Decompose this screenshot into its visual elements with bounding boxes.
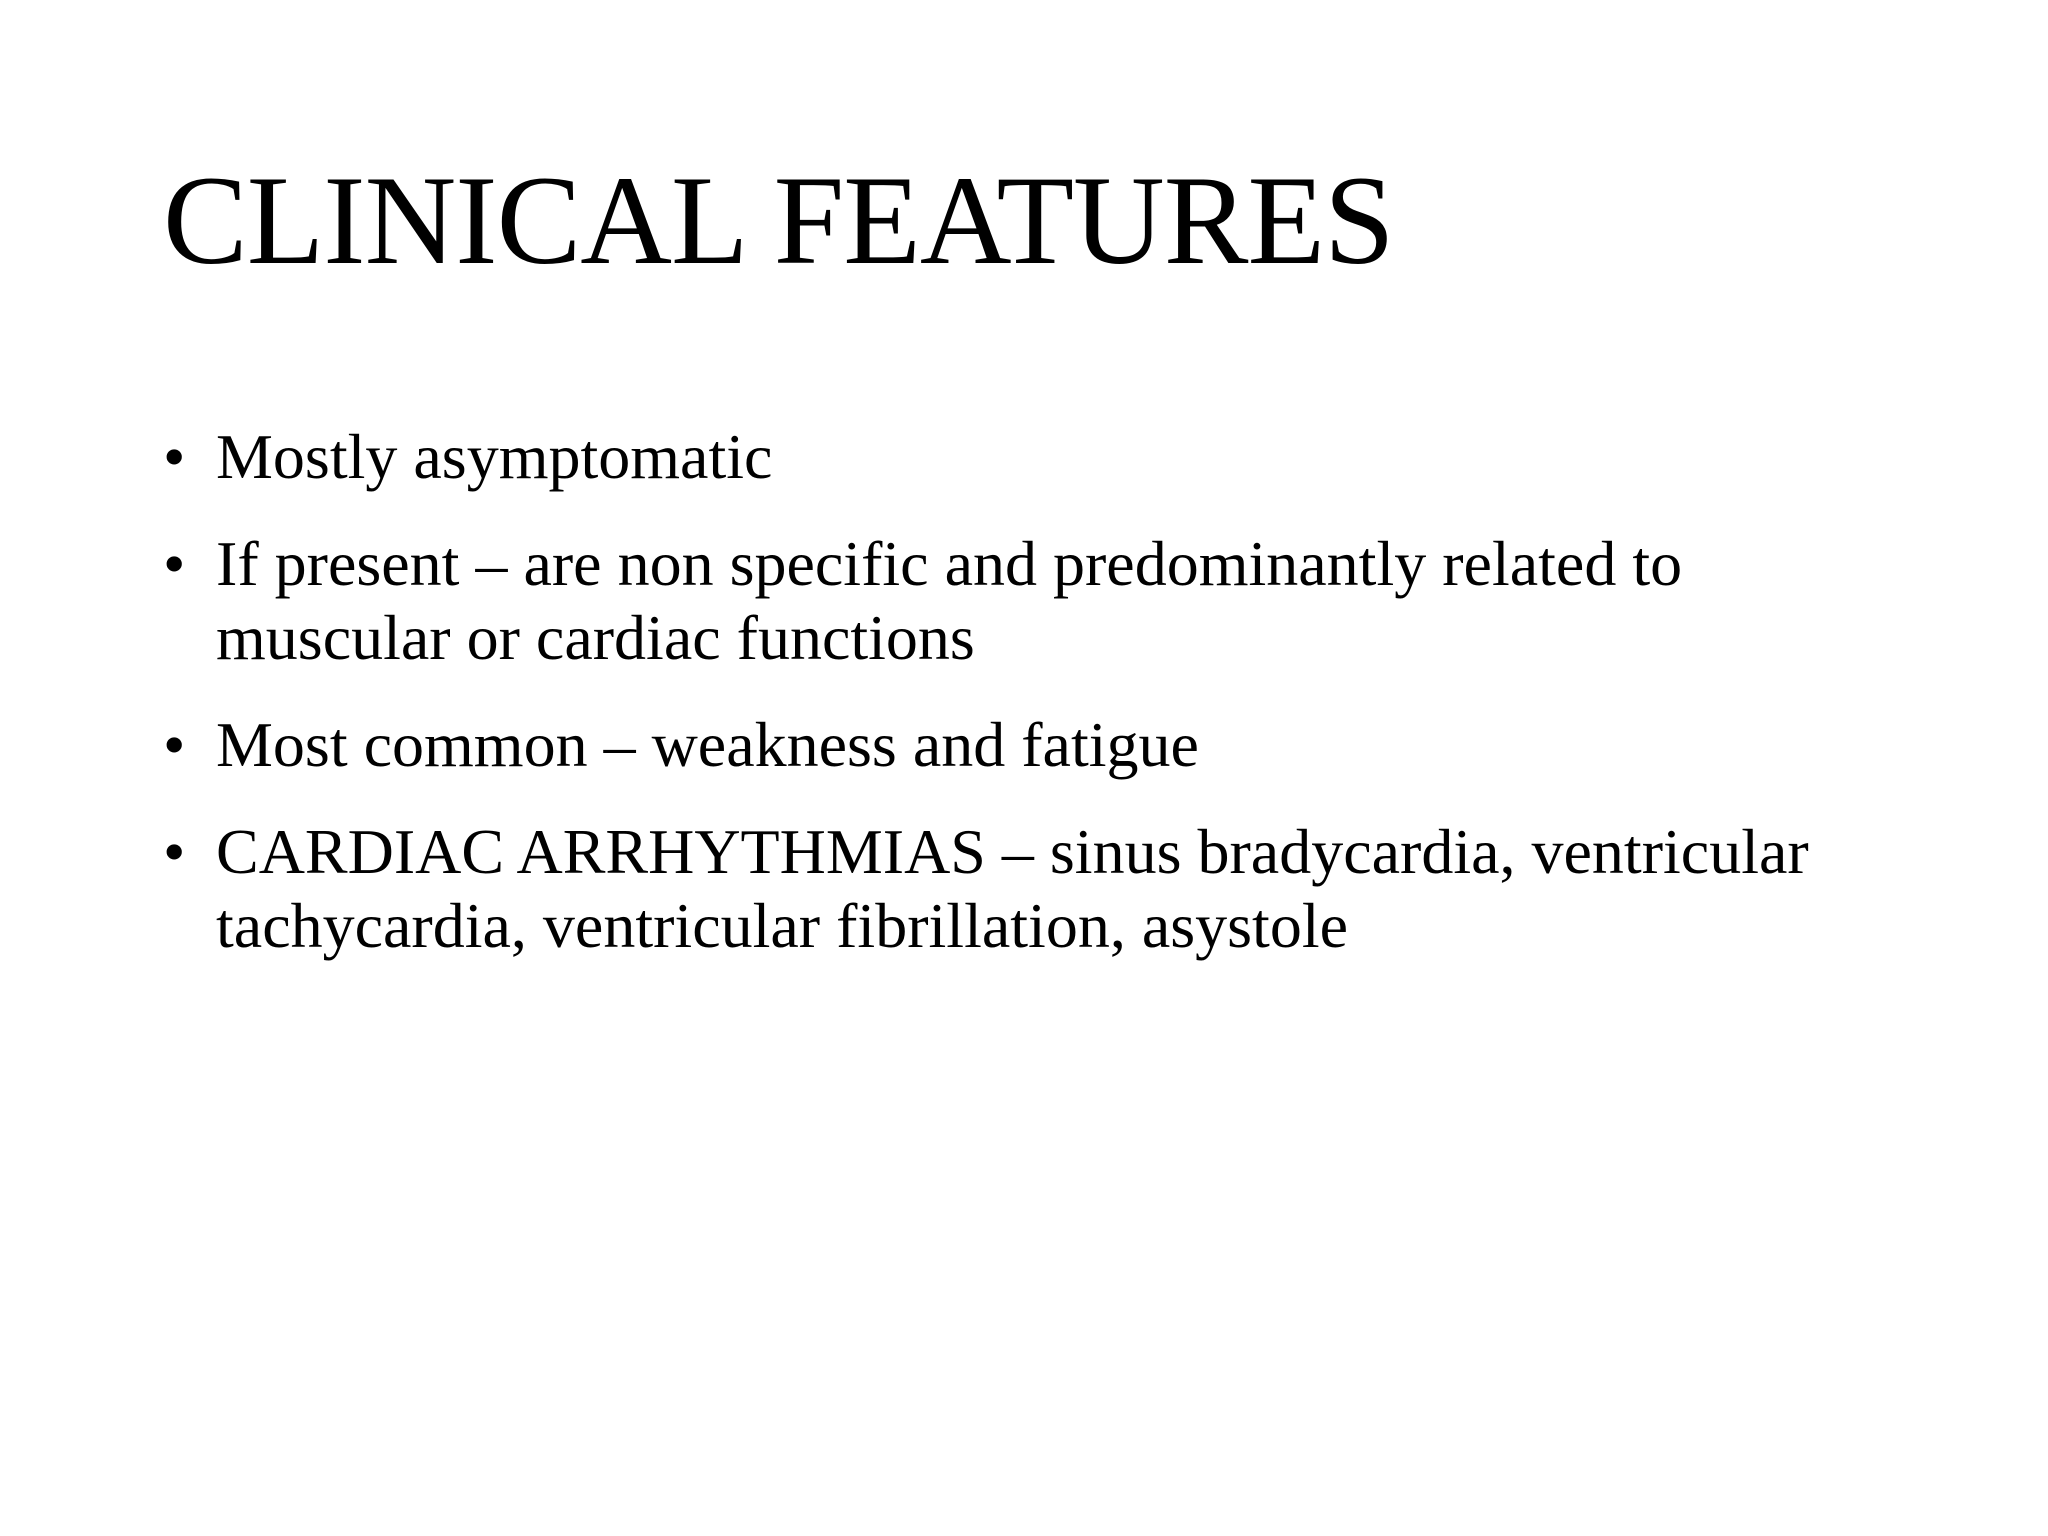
bullet-text: Most common – weakness and fatigue	[216, 709, 1199, 780]
bullet-item-mostly-asymptomatic	[163, 420, 1863, 494]
bullet-text: Mostly asymptomatic	[216, 421, 773, 492]
bullet-icon: •	[163, 421, 186, 492]
bullet-icon: •	[163, 709, 186, 780]
slide-title: CLINICAL FEATURES	[163, 151, 1394, 291]
bullet-icon: •	[163, 528, 186, 599]
bullet-text: CARDIAC ARRHYTHMIAS – sinus bradycardia, ventricular tachycardia, ventricular fibrillation, asystole	[216, 816, 1809, 961]
bullet-icon: •	[163, 816, 186, 887]
bullet-item-cardiac-arrhythmias	[163, 815, 1863, 963]
bullet-item-if-present	[163, 527, 1863, 675]
bullet-list	[163, 420, 1863, 996]
bullet-text: If present – are non specific and predominantly related to muscular or cardiac functions	[216, 528, 1683, 673]
bullet-item-most-common	[163, 708, 1863, 782]
